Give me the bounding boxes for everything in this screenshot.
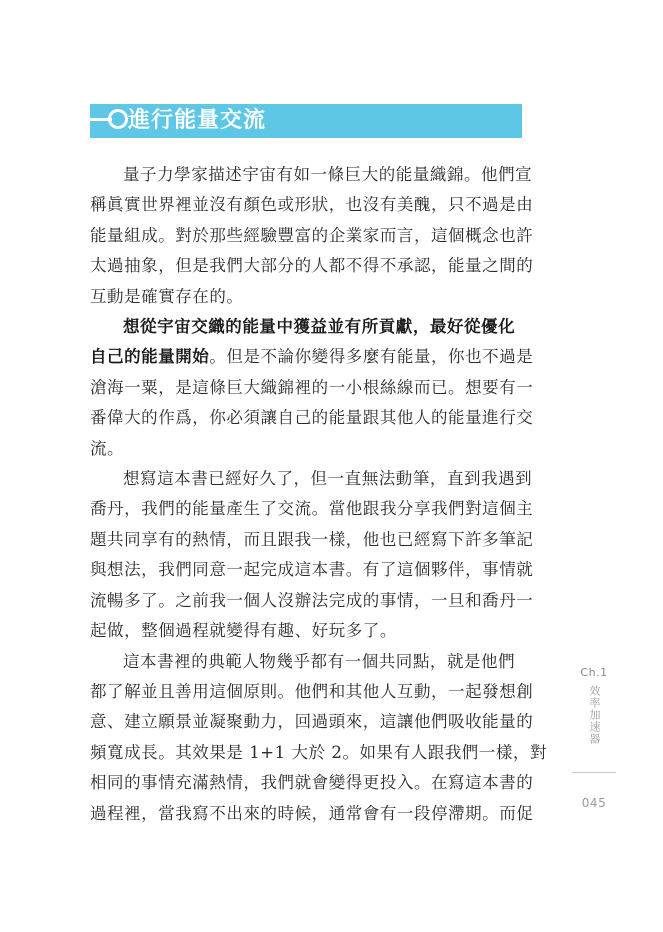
- header-circle-icon: [108, 109, 128, 129]
- paragraph-3: [90, 464, 534, 646]
- text-line: 與想法，我們同意一起完成這本書。有了這個夥伴，事情就: [90, 560, 534, 580]
- text-line: 喬丹，我們的能量產生了交流。當他跟我分享我們對這個主: [90, 499, 534, 519]
- page-number: 045: [581, 796, 607, 810]
- text-line: 想寫這本書已經好久了，但一直無法動筆，直到我遇到: [123, 469, 533, 489]
- text-line: 稱眞實世界裡並沒有顏色或形狀，也沒有美醜，只不過是由: [90, 195, 534, 215]
- text-line: 流暢多了。之前我一個人沒辦法完成的事情，一旦和喬丹一: [90, 590, 534, 610]
- text-line: 過程裡，當我寫不出來的時候，通常會有一段停滯期。而促: [90, 803, 534, 823]
- text-line: 互動是確實存在的。: [90, 286, 244, 306]
- text-line: 都了解並且善用這個原則。他們和其他人互動，一起發想創: [90, 681, 534, 701]
- text-line: 這本書裡的典範人物幾乎都有一個共同點，就是他們: [123, 651, 516, 671]
- text-line: 相同的事情充滿熱情，我們就會變得更投入。在寫這本書的: [90, 773, 534, 793]
- text-line: 能量組成。對於那些經驗豐富的企業家而言，這個概念也許: [90, 225, 534, 245]
- chapter-title: 效率加速器: [588, 685, 601, 745]
- chapter-sidebar: [572, 666, 616, 745]
- body-text: [90, 160, 548, 829]
- text-line: 滄海一粟，是這條巨大織錦裡的一小根絲線而已。想要有一: [90, 377, 534, 397]
- paragraph-1: [90, 160, 534, 312]
- text-line: 意、建立願景並凝聚動力，回過頭來，這讓他們吸收能量的: [90, 712, 534, 732]
- text-line: 流。: [90, 438, 125, 458]
- text-line: 題共同享有的熱情，而且跟我一樣，他也已經寫下許多筆記: [90, 529, 534, 549]
- sidebar-divider: [572, 772, 616, 773]
- section-title: 進行能量交流: [128, 108, 267, 133]
- text-line: 量子力學家描述宇宙有如一條巨大的能量織錦。他們宣: [123, 165, 533, 184]
- text-line: [90, 342, 534, 372]
- bold-text-fragment: 自己的能量開始: [90, 347, 210, 367]
- paragraph-2: [90, 312, 534, 464]
- text-line: 番偉大的作爲，你必須讓自己的能量跟其他人的能量進行交: [90, 408, 534, 428]
- paragraph-4: [90, 647, 548, 829]
- text-fragment: 。但是不論你變得多麼有能量，你也不過是: [209, 347, 534, 367]
- text-line: 頻寬成長。其效果是 1+1 大於 2。如果有人跟我們一樣，對: [90, 742, 548, 762]
- bold-text-line: 想從宇宙交織的能量中獲益並有所貢獻，最好從優化: [123, 317, 516, 337]
- chapter-label: Ch.1: [580, 666, 608, 679]
- text-line: 太過抽象，但是我們大部分的人都不得不承認，能量之間的: [90, 256, 534, 276]
- text-line: 起做，整個過程就變得有趣、好玩多了。: [90, 621, 397, 641]
